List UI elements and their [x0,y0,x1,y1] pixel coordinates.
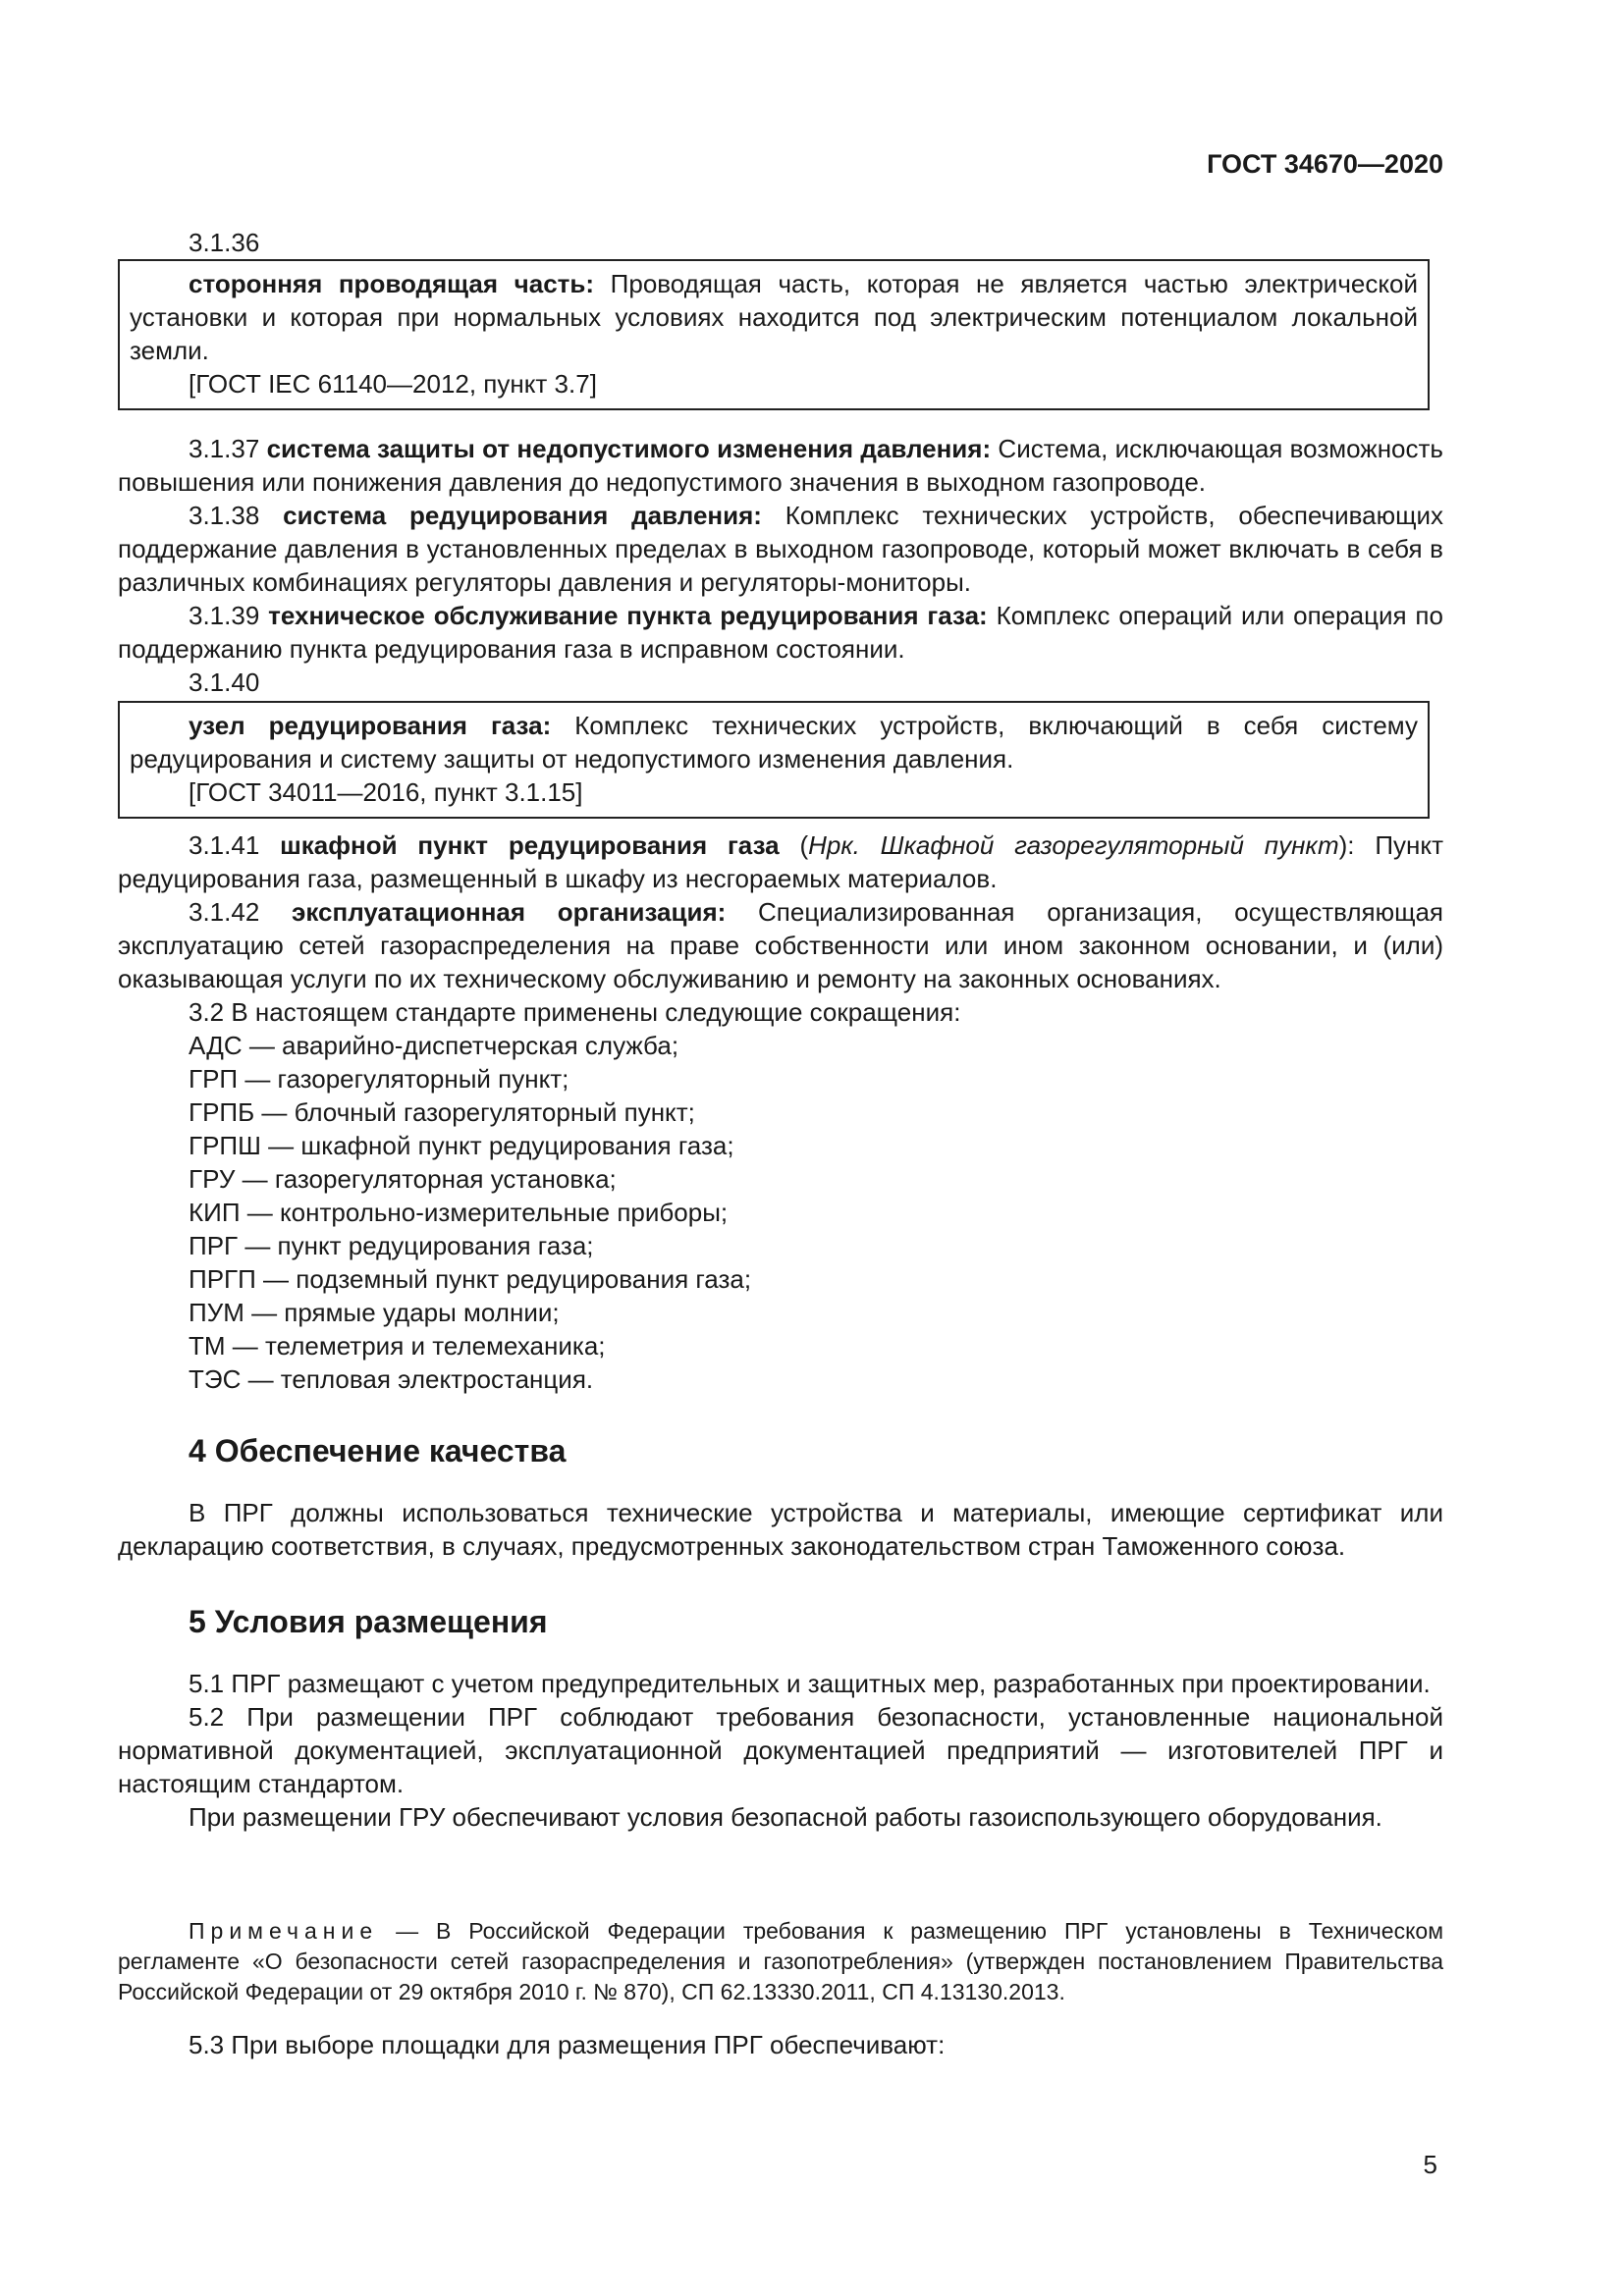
section-body: 5.1 ПРГ размещают с учетом предупредительных и защитных мер, разработанных при проектировании. 5.2 При размещении ПРГ соблюдают требования безопасности, установленные национальной нормативной документацией, эксплуатационной документацией предприятий — изготовителей ПРГ и настоящим стандартом. При размещении ГРУ обеспечивают условия безопасной работы газоиспользующего оборудования. [118,1669,1443,1832]
section-body: 5.3 При выборе площадки для размещения ПРГ обеспечивают: [189,2030,946,2059]
list-item: ГРП — газорегуляторный пункт; [189,1064,569,1094]
list-item: ПУМ — прямые удары молнии; [189,1298,560,1327]
term-number: 3.1.36 [189,228,260,257]
abbreviations-list [118,1029,1443,1396]
term-number: 3.1.40 [189,667,260,697]
term-definition-box [118,259,1430,410]
list-item: ПРГП — подземный пункт редуцирования газа; [189,1264,752,1294]
term-item: 3.1.38 система редуцирования давления: Комплекс технических устройств, обеспечивающих поддержание давления в установленных пределах в выходном газопроводе, который может включать в себя в различных комбинациях регуляторы давления и регуляторы-мониторы. [118,501,1444,597]
list-item: ГРПБ — блочный газорегуляторный пункт; [189,1097,695,1127]
list-item: ТЭС — тепловая электростанция. [189,1364,594,1394]
list-item: ПРГ — пункт редуцирования газа; [189,1231,594,1260]
definition-text: сторонняя проводящая часть: Проводящая часть, которая не является частью электрической установки и которая при нормальных условиях находится под электрическим потенциалом локальной земли. [130,269,1418,365]
term-definition-box [118,701,1430,819]
list-item: ГРПШ — шкафной пункт редуцирования газа; [189,1131,734,1160]
page-number: 5 [1423,2150,1437,2179]
term-title: сторонняя проводящая часть: [189,269,595,298]
list-item: ГРУ — газорегуляторная установка; [189,1164,617,1194]
list-item: ТМ — телеметрия и телемеханика; [189,1331,606,1361]
note-label: Примечание [189,1918,379,1944]
note: Примечание — В Российской Федерации требования к размещению ПРГ установлены в Техническом регламенте «О безопасности сетей газораспределения и газопотребления» (утвержден постановлением Правительства Российской Федерации от 29 октября 2010 г. № 870), СП 62.13330.2011, СП 4.13130.2013. [118,1918,1444,2004]
term-definitions-group [118,828,1443,1396]
section-heading: 5 Условия размещения [189,1604,548,1639]
definition-source: [ГОСТ IEC 61140—2012, пункт 3.7] [189,369,597,399]
term-title: узел редуцирования газа: [189,711,552,740]
term-item: 3.1.37 система защиты от недопустимого изменения давления: Система, исключающая возможность повышения или понижения давления до недопустимого значения в выходном газопроводе. [118,434,1443,497]
definition-text: узел редуцирования газа: Комплекс технических устройств, включающий в себя систему редуцирования и систему защиты от недопустимого изменения давления. [130,711,1418,774]
term-item: 3.1.41 шкафной пункт редуцирования газа (Нрк. Шкафной газорегуляторный пункт): Пункт редуцирования газа, размещенный в шкафу из несгораемых материалов. [118,830,1443,893]
term-item: 3.1.39 техническое обслуживание пункта редуцирования газа: Комплекс операций или операция по поддержанию пункта редуцирования газа в исправном состоянии. [118,601,1443,664]
term-definitions-group [118,432,1443,699]
document-id: ГОСТ 34670—2020 [1207,149,1443,179]
abbreviations-intro: 3.2 В настоящем стандарте применены следующие сокращения: [189,997,961,1027]
list-item: АДС — аварийно-диспетчерская служба; [189,1031,679,1060]
section-heading: 4 Обеспечение качества [189,1433,567,1468]
section-body: В ПРГ должны использоваться технические устройства и материалы, имеющие сертификат или декларацию соответствия, в случаях, предусмотренных законодательством стран Таможенного союза. [118,1498,1443,1561]
term-item: 3.1.42 эксплуатационная организация: Специализированная организация, осуществляющая эксплуатацию сетей газораспределения на праве собственности или ином законном основании, и (или) оказывающая услуги по их техническому обслуживанию и ремонту на законных основаниях. [118,897,1443,993]
list-item: КИП — контрольно-измерительные приборы; [189,1198,729,1227]
definition-source: [ГОСТ 34011—2016, пункт 3.1.15] [189,777,583,807]
